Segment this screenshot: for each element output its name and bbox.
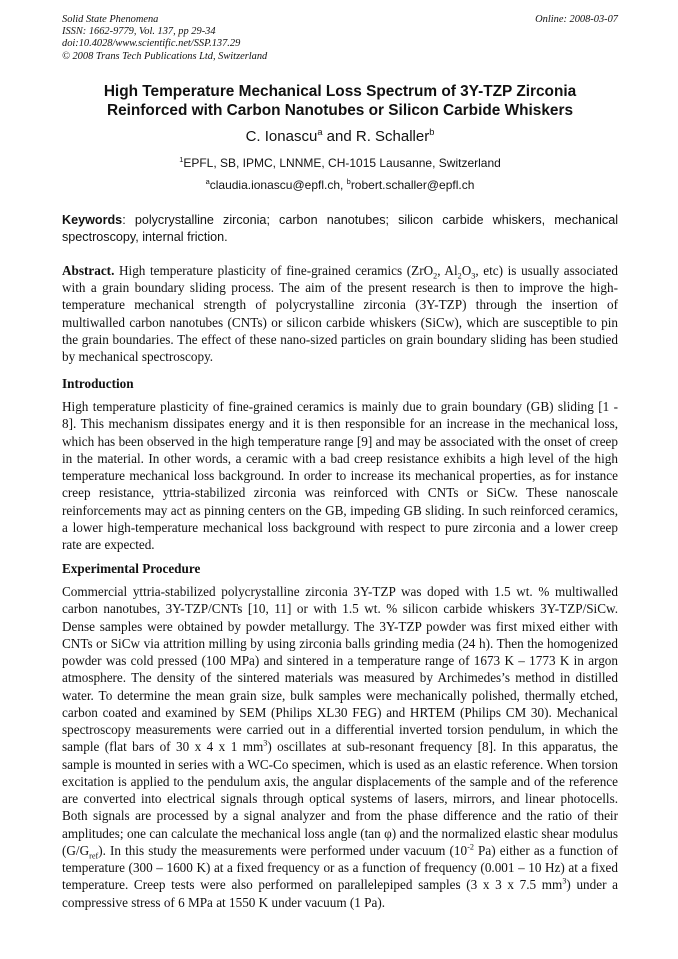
email-a[interactable]: claudia.ionascu@epfl.ch <box>209 178 340 192</box>
abstract-text-4: , etc) is usually associated with a grain boundary sliding process. The aim of the present research is then to improve the high-temperature mechanical strength of polycrystalline zirconia (3Y-TZP) through the insertion of multiwalled carbon nanotubes (CNTs) or silicon carbide whiskers (SiCw), which are susceptible to pin the grain boundaries. The effect of these nano-sized particles on grain boundary sliding has been studied by mechanical spectroscopy. <box>62 263 618 365</box>
experimental-sup-2: -2 <box>467 842 474 852</box>
author-list <box>62 128 618 145</box>
online-date: Online: 2008-03-07 <box>535 14 618 25</box>
affiliation-mark: 1 <box>179 155 184 164</box>
journal-issn: ISSN: 1662-9779, Vol. 137, pp 29-34 <box>62 26 216 38</box>
keywords <box>62 212 618 246</box>
experimental-text-5: ) under a compressive stress of 6 MPa at 1550 K under vacuum (1 Pa). <box>62 877 618 910</box>
keywords-text: : polycrystalline zirconia; carbon nanotubes; silicon carbide whiskers, mechanical spectroscopy, internal friction. <box>62 213 618 245</box>
abstract-text-1: High temperature plasticity of fine-grained ceramics (ZrO <box>114 263 434 278</box>
experimental-text-2: ) oscillates at sub-resonant frequency [8]. In this apparatus, the sample is mounted in series with a WC-Co specimen, which is used as an elastic reference. When torsion excitation is applied to the pendulum axis, the angular displacements of the sample and of the reference are converted into electrical signals through optical systems of lasers, mirrors, and linear photocells. Both signals are processed by a signal analyzer and from the phase difference and the ratio of their amplitudes; one can calculate the mechanical loss angle (tan φ) and the normalized elastic shear modulus (G/G <box>62 739 618 858</box>
email-b[interactable]: robert.schaller@epfl.ch <box>350 178 475 192</box>
paper-title <box>62 82 618 120</box>
experimental-text-3: ). In this study the measurements were performed under vacuum (10 <box>98 842 468 858</box>
introduction-heading: Introduction <box>62 376 134 391</box>
title-line-1: High Temperature Mechanical Loss Spectrum of 3Y-TZP Zirconia <box>103 83 577 100</box>
journal-doi: doi:10.4028/www.scientific.net/SSP.137.29 <box>62 38 241 50</box>
abstract-sub-1: 2 <box>433 271 438 281</box>
experimental-sup-3: 3 <box>562 876 567 886</box>
experimental-paragraph <box>62 583 618 911</box>
affiliation <box>62 156 618 170</box>
abstract-text-3: O <box>461 263 472 278</box>
author-conjunction: and <box>322 128 356 145</box>
abstract-sub-3: 3 <box>471 271 476 281</box>
experimental-sub-1: ref <box>89 851 99 861</box>
abstract-text-2: , Al <box>437 263 458 278</box>
journal-header <box>62 14 618 63</box>
experimental-text-1: Commercial yttria-stabilized polycrystalline zirconia 3Y-TZP was doped with 1.5 wt. % multiwalled carbon nanotubes, 3Y-TZP/CNTs [10, 11] or with 1.5 wt. % silicon carbide whiskers 3Y-TZP/SiCw. Dense samples were obtained by powder metallurgy. The 3Y-TZP powder was first mixed either with CNTs or SiCw via attrition milling by using zirconia balls grinding media (24 h). Then the homogenized powder was cold pressed (100 MPa) and sintered in a temperature range of 1673 K – 1773 K in argon atmosphere. The density of the sintered materials was measured by Archimedes’s method in distilled water. To determine the mean grain size, bulk samples were mechanically polished, thermally etched, carbon coated and examined by SEM (Philips XL30 FEG) and HRTEM (Philips CM 30). Mechanical spectroscopy measurements were carried out in a differential inverted torsion pendulum, in which the sample (flat bars of 30 x 4 x 1 mm <box>62 584 618 755</box>
experimental-heading: Experimental Procedure <box>62 561 201 576</box>
author-1: C. Ionascu <box>245 128 318 145</box>
author-1-mark: a <box>317 127 323 137</box>
journal-copyright: © 2008 Trans Tech Publications Ltd, Switzerland <box>62 50 268 62</box>
author-2: R. Schaller <box>355 128 430 145</box>
author-emails <box>62 178 618 192</box>
keywords-label: Keywords <box>62 213 123 227</box>
title-line-2: Reinforced with Carbon Nanotubes or Silicon Carbide Whiskers <box>106 102 574 119</box>
experimental-text-4: Pa) either as a function of temperature (300 – 1600 K) at a fixed frequency or as a function of frequency (0.001 – 10 Hz) at a fixed temperature. Creep tests were also performed on parallelepiped samples (3 x 3 x 7.5 mm <box>62 842 618 893</box>
introduction-paragraph: High temperature plasticity of fine-grained ceramics is mainly due to grain boundary (GB) sliding [1 - 8]. This mechanism dissipates energy and it is then responsible for an increase in the mechanical loss, which has been observed in the high temperature range [9] and may be associated with the onset of creep in the material. In other words, a ceramic with a bad creep resistance exhibits a high level of the high temperature mechanical loss background. In order to increase its mechanical properties, as for instance creep resistance, yttria-stabilized zirconia was reinforced with CNTs or SiCw. These nanoscale reinforcements may act as pinning centers on the GB, impeding GB sliding. In such reinforced ceramics, a lower high-temperature mechanical loss background with respect to pure zirconia and a lower creep rate are expected. <box>62 399 618 552</box>
email-a-mark: a <box>205 177 210 186</box>
email-b-mark: b <box>346 177 351 186</box>
author-2-mark: b <box>429 127 435 137</box>
email-separator: , <box>340 178 347 192</box>
experimental-sup-1: 3 <box>263 738 268 748</box>
abstract <box>62 262 618 365</box>
abstract-sub-2: 2 <box>457 271 462 281</box>
journal-name: Solid State Phenomena <box>62 14 159 25</box>
affiliation-text: EPFL, SB, IPMC, LNNME, CH-1015 Lausanne, Switzerland <box>183 156 501 170</box>
abstract-label: Abstract. <box>62 263 115 278</box>
